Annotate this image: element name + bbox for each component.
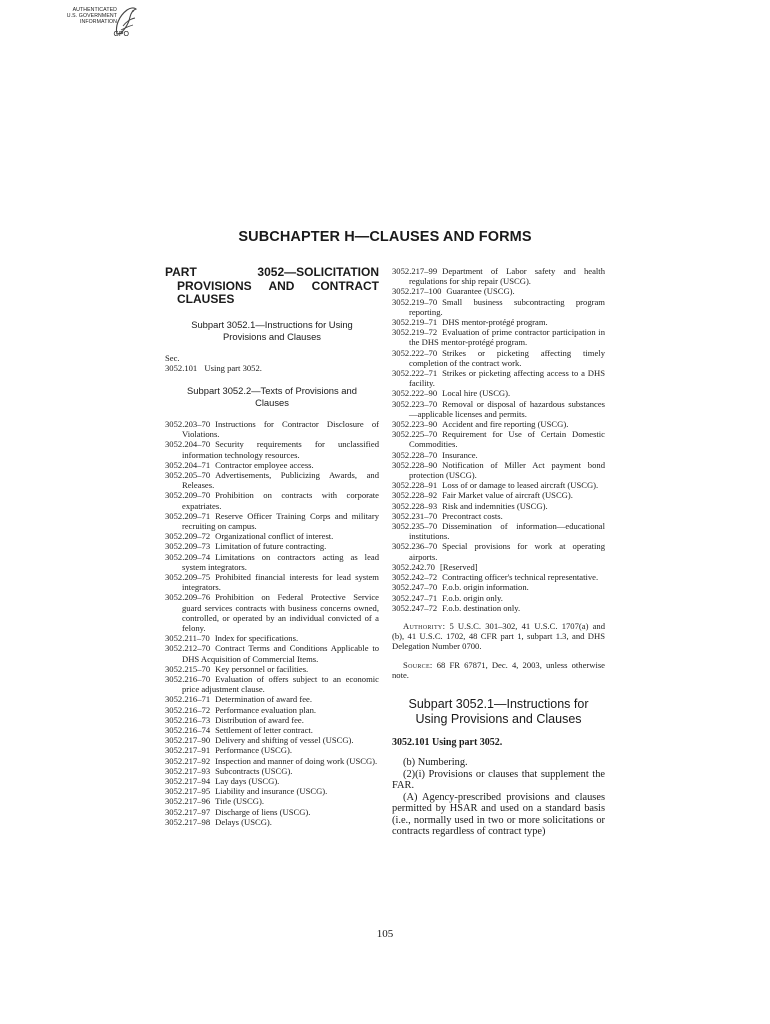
toc-entry-title: Delivery and shifting of vessel (USCG).	[215, 735, 354, 746]
toc-entry-number: 3052.217–90	[165, 735, 211, 746]
toc-entry-number: 3052.217–95	[165, 786, 211, 797]
toc-entry-number: 3052.209–76	[165, 592, 211, 603]
toc-entry-number: 3052.216–72	[165, 704, 211, 715]
toc-entry-number: 3052.217–99	[392, 266, 438, 276]
toc-entry-title: Guarantee (USCG).	[446, 286, 515, 297]
toc-entry	[165, 694, 379, 704]
toc-entry-number: 3052.217–92	[165, 755, 211, 766]
toc-entry-title: Distribution of award fee.	[215, 714, 304, 725]
toc-entry-title: Contract Terms and Conditions Applicable to DHS Acquisition of Commercial Items.	[182, 643, 379, 664]
toc-entry-title: Liability and insurance (USCG).	[215, 786, 328, 797]
eagle-icon	[111, 4, 139, 38]
toc-entry-number: 3052.217–100	[392, 286, 442, 297]
toc-entry	[165, 664, 379, 674]
toc-entry-title: Title (USCG).	[215, 796, 264, 807]
sec-label: Sec.	[165, 352, 180, 363]
toc-entry-number: 3052.217–98	[165, 816, 211, 827]
toc-entry-number: 3052.228–92	[392, 490, 438, 501]
toc-entry	[392, 297, 605, 317]
part-title: PART 3052—SOLICITATION PROVISIONS AND CONTRACT CLAUSES	[165, 265, 379, 306]
toc-entry-number: 3052.228–93	[392, 500, 438, 511]
toc-entry-title: Removal or disposal of hazardous substances—applicable licenses and permits.	[409, 398, 605, 419]
body-paragraph: (A) Agency-prescribed provisions and clauses permitted by HSAR and used on a standard basis (i.e., normally used in two or more solicitations or contracts regardless of contract type)	[392, 791, 605, 838]
toc-entry-number: 3052.219–70	[392, 296, 438, 307]
body-paragraph: (2)(i) Provisions or clauses that supplement the FAR.	[392, 768, 605, 792]
toc-entry	[165, 715, 379, 725]
toc-entry-title: Risk and indemnities (USCG).	[442, 500, 548, 511]
toc-entry	[392, 562, 605, 572]
page-number: 105	[376, 928, 394, 940]
toc-entry-title: Key personnel or facilities.	[215, 663, 309, 674]
toc-entry-title: Organizational conflict of interest.	[215, 531, 334, 542]
toc-entry-title: Local hire (USCG).	[442, 388, 511, 399]
toc-entry	[392, 348, 605, 368]
toc-entry-number: 3052.247–71	[392, 592, 438, 603]
toc-entry	[165, 439, 379, 459]
toc-entry-number: 3052.217–96	[165, 796, 211, 807]
subpart-body-heading: Subpart 3052.1—Instructions for Using Provisions and Clauses	[408, 696, 589, 726]
toc-entry	[165, 807, 379, 817]
toc-entry-title: Loss of or damage to leased aircraft (USCG).	[442, 480, 599, 491]
section-heading: 3052.101 Using part 3052.	[392, 736, 503, 748]
toc-entry-number: 3052.209–75	[165, 571, 211, 582]
toc-entry-number: 3052.216–73	[165, 714, 211, 725]
toc-entry-title: Accident and fire reporting (USCG).	[442, 419, 569, 430]
toc-entry-number: 3052.222–90	[392, 388, 438, 399]
toc-entry-number: 3052.203–70	[165, 418, 211, 429]
toc-entry-number: 3052.216–74	[165, 725, 211, 735]
toc-entry-number: 3052.223–70	[392, 398, 438, 409]
toc-entry-title: Evaluation of prime contractor participation in the DHS mentor-protégé program.	[409, 327, 605, 348]
toc-entry	[165, 572, 379, 592]
toc-entry-number: 3052.217–91	[165, 745, 211, 756]
toc-entry	[392, 593, 605, 603]
toc-entry	[165, 511, 379, 531]
toc-entry	[392, 582, 605, 592]
toc-entry-number: 3052.217–93	[165, 765, 211, 776]
toc-entry-number: 3052.209–70	[165, 490, 211, 501]
toc-entry-number: 3052.209–74	[165, 551, 211, 562]
toc-entry	[165, 796, 379, 806]
subpart-1-heading: Subpart 3052.1—Instructions for Using Provisions and Clauses	[191, 318, 353, 342]
toc-entry-title: Special provisions for work at operating airports.	[409, 541, 605, 562]
toc-entry-title: Determination of award fee.	[215, 694, 312, 705]
toc-entry	[165, 643, 379, 663]
toc-entry-number: 3052.228–90	[392, 459, 438, 470]
toc-entry	[392, 603, 605, 613]
gpo-authentication-seal	[55, 4, 141, 46]
seal-gpo-label: GPO	[113, 31, 129, 38]
toc-entry-title: Contracting officer's technical representative.	[442, 572, 599, 583]
toc-entry-title: Reserve Officer Training Corps and military recruiting on campus.	[182, 510, 379, 531]
toc-entry	[165, 541, 379, 551]
source-note	[392, 660, 605, 680]
toc-entry-title: Insurance.	[442, 449, 478, 460]
toc-entry-number: 3052.228–91	[392, 480, 438, 491]
toc-entry-number: 3052.236–70	[392, 541, 438, 552]
toc-entry-number: 3052.247–72	[392, 602, 438, 613]
toc-entry	[165, 817, 379, 827]
toc-entry	[392, 572, 605, 582]
toc-entry	[392, 327, 605, 347]
right-column	[392, 266, 605, 838]
toc-entry-title: Limitation of future contracting.	[215, 541, 327, 552]
toc-entry	[392, 429, 605, 449]
toc-entry	[165, 419, 379, 439]
toc-entry-title: [Reserved]	[439, 561, 478, 572]
toc-entry-title: Strikes or picketing affecting access to a DHS facility.	[409, 368, 605, 389]
toc-entry	[392, 399, 605, 419]
toc-entry-title: F.o.b. origin only.	[442, 592, 503, 603]
toc-entry	[392, 388, 605, 398]
toc-entry-title: Dissemination of information—educational institutions.	[409, 521, 605, 542]
toc-entry	[165, 460, 379, 470]
toc-entry-title: Security requirements for unclassified information technology resources.	[182, 439, 379, 460]
toc-entry	[165, 756, 379, 766]
authority-text: 5 U.S.C. 301–302, 41 U.S.C. 1707(a) and (b), 41 U.S.C. 1702, 48 CFR part 1, subpart 1.3, and DHS Delegation Number 0700.	[392, 620, 605, 652]
toc-entry-title: Strikes or picketing affecting timely completion of the contract work.	[409, 347, 605, 368]
toc-entry	[392, 541, 605, 561]
toc-entry-number: 3052.242–72	[392, 572, 438, 583]
toc-entry	[392, 450, 605, 460]
toc-entry-number: 3052.209–73	[165, 541, 211, 552]
toc-list-right	[392, 266, 605, 613]
toc-entry-number: 3052.101	[165, 362, 198, 373]
toc-entry-title: Instructions for Contractor Disclosure of Violations.	[182, 418, 379, 440]
toc-entry-number: 3052.215–70	[165, 663, 211, 674]
toc-entry	[165, 531, 379, 541]
toc-entry	[392, 511, 605, 521]
toc-entry-title: Small business subcontracting program reporting.	[409, 296, 605, 317]
toc-entry-number: 3052.216–70	[165, 673, 211, 684]
toc-entry-title: Requirement for Use of Certain Domestic Commodities.	[409, 429, 605, 450]
seal-line: AUTHENTICATED	[72, 7, 117, 13]
toc-entry	[392, 286, 605, 296]
toc-entry-number: 3052.204–71	[165, 459, 211, 470]
toc-entry	[392, 266, 605, 286]
toc-entry-title: Performance (USCG).	[215, 745, 292, 756]
toc-entry-title: Performance evaluation plan.	[215, 704, 317, 715]
toc-entry-number: 3052.242.70	[392, 561, 435, 572]
toc-entry-title: Fair Market value of aircraft (USCG).	[442, 490, 573, 501]
toc-entry	[165, 745, 379, 755]
toc-entry	[392, 419, 605, 429]
toc-entry	[165, 633, 379, 643]
toc-entry-number: 3052.219–71	[392, 317, 438, 328]
left-column	[165, 266, 379, 827]
toc-entry-title: Using part 3052.	[204, 362, 262, 373]
toc-entry	[165, 470, 379, 490]
toc-entry-title: Inspection and manner of doing work (USCG).	[215, 755, 378, 766]
toc-entry	[165, 766, 379, 776]
toc-entry	[392, 368, 605, 388]
authority-label: Authority:	[403, 620, 446, 631]
source-label: Source:	[403, 659, 433, 670]
toc-entry	[165, 776, 379, 786]
toc-entry-title: Subcontracts (USCG).	[215, 765, 293, 776]
toc-entry-number: 3052.225–70	[392, 429, 438, 440]
toc-entry	[165, 725, 379, 735]
toc-entry	[392, 521, 605, 541]
toc-entry-title: Lay days (USCG).	[215, 776, 280, 787]
toc-entry-number: 3052.216–71	[165, 694, 211, 705]
toc-entry-title: Department of Labor safety and health regulations for ship repair (USCG).	[409, 266, 605, 287]
toc-entry-title: F.o.b. origin information.	[442, 582, 529, 593]
toc-entry-number: 3052.212–70	[165, 643, 211, 654]
toc-entry-number: 3052.217–94	[165, 776, 211, 787]
toc-entry-number: 3052.204–70	[165, 439, 211, 450]
authority-note	[392, 621, 605, 652]
toc-entry	[392, 317, 605, 327]
toc-entry-title: Evaluation of offers subject to an economic price adjustment clause.	[182, 673, 379, 695]
toc-entry-title: DHS mentor-protégé program.	[442, 317, 548, 328]
toc-entry-number: 3052.219–72	[392, 327, 438, 338]
toc-entry	[392, 480, 605, 490]
toc-entry-title: Notification of Miller Act payment bond protection (USCG).	[409, 459, 605, 481]
toc-entry-number: 3052.222–70	[392, 347, 438, 358]
toc-entry-number: 3052.231–70	[392, 510, 438, 521]
toc-entry	[165, 786, 379, 796]
toc-list-left	[165, 419, 379, 827]
toc-entry-number: 3052.205–70	[165, 469, 211, 480]
toc-entry-number: 3052.223–90	[392, 419, 438, 430]
toc-entry-number: 3052.228–70	[392, 449, 438, 460]
toc-entry-number: 3052.217–97	[165, 806, 211, 817]
toc-entry	[165, 552, 379, 572]
toc-entry-number: 3052.211–70	[165, 633, 210, 644]
toc-entry	[392, 501, 605, 511]
seal-line: U.S. GOVERNMENT	[66, 13, 117, 19]
toc-entry-title: Prohibition on contracts with corporate expatriates.	[182, 490, 379, 511]
toc-entry-title: Precontract costs.	[442, 510, 503, 521]
toc-entry-title: Advertisements, Publicizing Awards, and Releases.	[182, 469, 379, 491]
toc-entry-title: Settlement of letter contract.	[215, 725, 313, 735]
toc-entry-number: 3052.235–70	[392, 521, 438, 532]
toc-entry-title: Limitations on contractors acting as lead system integrators.	[182, 551, 379, 572]
toc-entry	[165, 363, 379, 373]
toc-entry-number: 3052.222–71	[392, 368, 438, 379]
subchapter-title: SUBCHAPTER H—CLAUSES AND FORMS	[238, 229, 532, 245]
toc-entry-number: 3052.209–71	[165, 510, 211, 521]
seal-line: INFORMATION	[79, 19, 117, 25]
toc-entry-title: F.o.b. destination only.	[442, 602, 521, 613]
toc-entry-title: Index for specifications.	[214, 633, 299, 644]
toc-entry	[165, 674, 379, 694]
toc-entry	[165, 735, 379, 745]
source-text: 68 FR 67871, Dec. 4, 2003, unless otherwise note.	[392, 659, 605, 680]
toc-entry-title: Delays (USCG).	[215, 816, 272, 827]
toc-entry	[165, 705, 379, 715]
toc-entry	[392, 460, 605, 480]
toc-entry	[165, 592, 379, 633]
body-paragraph: (b) Numbering.	[403, 756, 468, 768]
toc-entry-title: Contractor employee access.	[215, 459, 314, 470]
toc-entry	[392, 490, 605, 500]
toc-entry-title: Prohibition on Federal Protective Service guard services contracts with business concerns owned, controlled, or operated by an individual convicted of a felony.	[182, 592, 379, 633]
toc-entry-number: 3052.209–72	[165, 531, 211, 542]
toc-entry-title: Prohibited financial interests for lead system integrators.	[182, 571, 379, 593]
subpart-2-heading: Subpart 3052.2—Texts of Provisions and Clauses	[187, 384, 357, 408]
toc-entry	[165, 490, 379, 510]
toc-entry-title: Discharge of liens (USCG).	[215, 806, 311, 817]
toc-entry-number: 3052.247–70	[392, 582, 438, 593]
